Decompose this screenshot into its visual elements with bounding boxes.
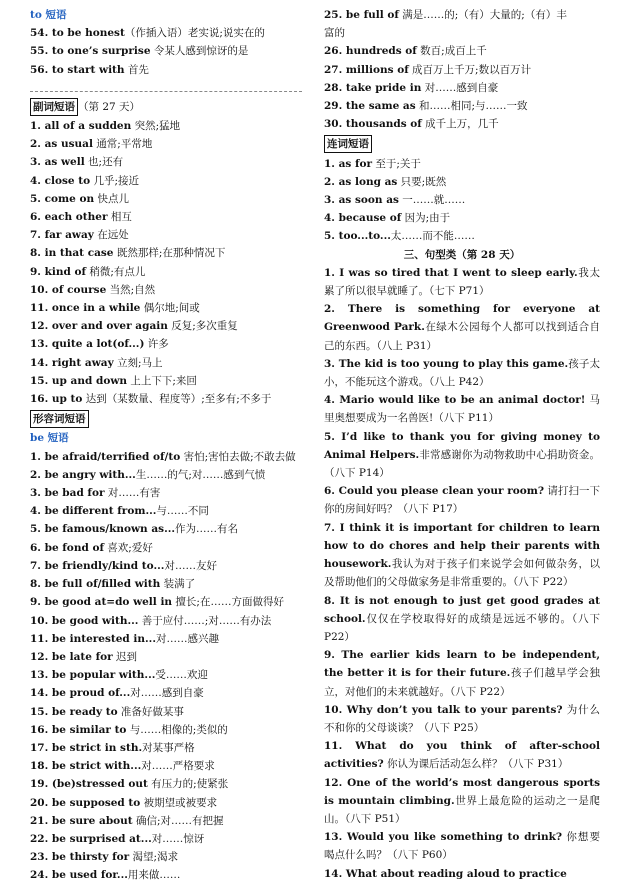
list-item [30, 42, 302, 60]
phrase-english: 10. be good with... [30, 614, 139, 627]
list-item [30, 630, 302, 648]
phrase-chinese: 对……严格要求 [141, 760, 215, 773]
phrase-english: 28. take pride in [324, 81, 422, 94]
list-item [30, 466, 302, 484]
phrase-english: 54. to be honest [30, 27, 125, 40]
list-item [30, 190, 302, 208]
phrase-chinese: 你认为课后活动怎么样？（八下 P31） [383, 758, 569, 771]
list-item [30, 830, 302, 848]
phrase-english: 23. be thirsty for [30, 851, 130, 864]
phrase-english: 16. up to [30, 393, 83, 406]
phrase-english: 13. quite a lot(of...) [30, 338, 145, 351]
phrase-english: 12. One of the world’s most dangerous sports is mountain climbing. [324, 776, 600, 807]
phrase-chinese: 数百;成百上千 [416, 45, 487, 58]
phrase-chinese: 作为……有名 [175, 523, 239, 536]
phrase-english: 22. be surprised at... [30, 832, 152, 845]
list-item [324, 173, 600, 191]
list-item [30, 390, 302, 408]
phrase-english: 9. kind of [30, 265, 87, 278]
phrase-english: 1. as for [324, 157, 373, 170]
phrase-english: 9. be good at=do well in [30, 596, 173, 609]
phrase-english: 15. be ready to [30, 705, 118, 718]
adjective-section-heading [30, 410, 302, 428]
phrase-chinese: 也;还有 [84, 156, 124, 169]
phrase-chinese: 擅长;在……方面做得好 [172, 596, 284, 609]
list-item [324, 828, 600, 864]
phrase-english: 12. over and over again [30, 320, 168, 333]
list-item [30, 61, 302, 79]
phrase-english: 2. There is something for everyone at Greenwood Park. [324, 303, 600, 334]
list-item [30, 612, 302, 630]
adjective-section-title: 形容词短语 [30, 410, 89, 428]
phrase-chinese: 我认为对于孩子们来说学会如何做杂务，以及帮助他们的父母做家务是非常重要的。（八下 P22） [324, 558, 600, 589]
list-item [30, 317, 302, 335]
phrase-english: 6. Could you please clean your room? [324, 485, 545, 498]
phrase-chinese: 对……惊讶 [151, 832, 205, 845]
list-item [324, 6, 600, 24]
list-item [30, 721, 302, 739]
phrase-english: 6. be fond of [30, 541, 104, 554]
phrase-chinese: 在远处 [93, 229, 129, 242]
list-item [324, 355, 600, 391]
phrase-chinese: 当然;自然 [106, 283, 156, 296]
phrase-english: 1. I was so tired that I went to sleep early. [324, 266, 578, 279]
phrase-chinese: 偶尔地;间或 [140, 302, 200, 315]
phrase-chinese: 一……就…… [398, 194, 466, 207]
list-item [30, 244, 302, 262]
phrase-english: 10. Why don’t you talk to your parents? [324, 703, 563, 716]
phrase-english: 10. of course [30, 283, 107, 296]
list-item [30, 520, 302, 538]
conj-phrases-list [324, 155, 600, 246]
phrase-english: 5. I’d like to thank you for giving money to Animal Helpers. [324, 430, 600, 461]
list-item [30, 208, 302, 226]
phrase-english: 1. all of a sudden [30, 120, 132, 133]
to-phrases-label: to 短语 [30, 9, 67, 21]
phrase-chinese: 对……感到自豪 [130, 687, 204, 700]
phrase-english: 21. be sure about [30, 814, 133, 827]
phrase-english: 2. be angry with... [30, 468, 136, 481]
list-item [324, 774, 600, 829]
phrase-chinese: 满是……的;（有）大量的;（有）丰 [398, 9, 567, 21]
phrase-english: 14. be proud of... [30, 687, 131, 700]
phrase-chinese: 首先 [124, 63, 149, 76]
phrase-english: 5. come on [30, 192, 95, 205]
phrase-chinese: 你想要喝点什么吗？（八下 P60） [324, 831, 600, 862]
phrase-english: 4. because of [324, 212, 402, 225]
phrase-english: 18. be strict with... [30, 760, 142, 773]
phrase-english: 19. (be)stressed out [30, 778, 148, 791]
list-item [30, 226, 302, 244]
phrase-chinese: 孩子太小，不能玩这个游戏。（八上 P42） [324, 357, 600, 389]
list-item [30, 593, 302, 611]
phrase-english: 56. to start with [30, 63, 125, 76]
list-item [324, 391, 600, 427]
list-item [30, 24, 302, 42]
list-item [30, 703, 302, 721]
phrase-english: 26. hundreds of [324, 45, 417, 58]
phrase-english: 7. be friendly/kind to... [30, 559, 165, 572]
phrase-english: 8. in that case [30, 247, 114, 260]
list-item [30, 117, 302, 135]
phrase-chinese: 非常感谢你为动物救助中心捐助资金。（八下 P14） [324, 448, 601, 480]
list-item [324, 592, 600, 647]
list-item [30, 335, 302, 353]
list-item [30, 775, 302, 793]
phrase-english: 3. be bad for [30, 487, 105, 500]
phrase-english: 5. too...to... [324, 230, 391, 243]
list-item [324, 300, 600, 355]
list-item [30, 648, 302, 666]
list-item [30, 263, 302, 281]
phrase-english: 3. as well [30, 156, 85, 169]
list-item [324, 42, 600, 60]
phrase-chinese: 害怕;害怕去做;不敢去做 [180, 450, 296, 463]
list-item [30, 794, 302, 812]
list-item [324, 428, 600, 483]
phrase-chinese: 因为;由于 [401, 212, 451, 225]
phrase-chinese: 达到（某数量、程度等）;至多有;不多于 [82, 393, 272, 406]
list-item [30, 153, 302, 171]
phrase-english: 8. be full of/filled with [30, 578, 161, 591]
adverb-section-day: （第 27 天） [78, 100, 141, 113]
phrase-chinese: 我太累了所以很早就睡了。（七下 P71） [324, 266, 600, 298]
right-column [324, 6, 600, 883]
list-item [30, 684, 302, 702]
phrase-chinese: 对某事严格 [142, 741, 195, 754]
phrase-english: 4. Mario would like to be an animal doctor! [324, 394, 586, 407]
phrase-chinese: 许多 [144, 338, 169, 351]
phrase-chinese: 突然;猛地 [131, 120, 181, 133]
phrase-chinese: 在绿木公园每个人都可以找到适合自己的东西。（八上 P31） [324, 321, 601, 352]
phrase-english: 14. right away [30, 356, 114, 369]
list-item [324, 24, 600, 42]
phrase-chinese: 成百万上千万;数以百万计 [408, 63, 532, 76]
phrase-english: 27. millions of [324, 63, 409, 76]
phrase-chinese: 既然那样;在那种情况下 [113, 247, 226, 260]
phrase-chinese: 几乎;接近 [90, 174, 139, 187]
phrase-chinese: 善于应付……;对……有办法 [138, 614, 272, 627]
list-item [324, 865, 600, 883]
list-item [30, 557, 302, 575]
list-item [324, 519, 600, 592]
list-item [324, 79, 600, 97]
phrase-chinese: 令某人感到惊讶的是 [150, 45, 249, 58]
phrase-chinese: （作插入语）老实说;说实在的 [124, 27, 265, 40]
phrase-chinese: 和……相同;与……一致 [415, 100, 528, 113]
list-item [30, 502, 302, 520]
list-item [30, 848, 302, 866]
phrase-chinese: 上上下下;来回 [127, 374, 197, 387]
phrase-english: 8. It is not enough to just get good grades at school. [324, 594, 600, 625]
phrase-chinese: 装满了 [160, 578, 196, 591]
phrase-english: 3. as soon as [324, 194, 399, 207]
phrase-english: 4. close to [30, 174, 91, 187]
list-item [30, 172, 302, 190]
phrase-chinese: 用来做…… [127, 869, 181, 882]
phrase-chinese: 孩子们越早学会独立，对他们的未来就越好。（八下 P22） [324, 667, 601, 698]
phrase-chinese: 为什么不和你的父母谈谈？（八下 P25） [324, 703, 600, 734]
phrase-english: 2. as usual [30, 138, 93, 151]
phrase-chinese: 至于;关于 [372, 157, 421, 170]
list-item [324, 701, 600, 737]
list-item [30, 448, 302, 466]
list-item [30, 739, 302, 757]
phrase-chinese: 富的 [324, 27, 345, 40]
list-item [324, 97, 600, 115]
adverb-section-title: 副词短语 [30, 98, 78, 116]
phrase-english: 11. What do you think of after-school activities? [324, 740, 600, 771]
list-item [324, 115, 600, 133]
list-item [30, 812, 302, 830]
adverb-phrases-list [30, 117, 302, 408]
phrase-chinese: 快点儿 [94, 192, 129, 205]
list-item [30, 575, 302, 593]
phrase-english: 11. be interested in... [30, 632, 156, 645]
phrase-chinese: 确信;对……有把握 [132, 814, 224, 827]
list-item [324, 737, 600, 773]
phrase-chinese: 太……而不能…… [390, 230, 475, 243]
section-divider [30, 91, 302, 92]
list-item [324, 61, 600, 79]
phrase-english: 5. be famous/known as... [30, 523, 176, 536]
list-item [324, 155, 600, 173]
phrase-english: 17. be strict in sth. [30, 741, 143, 754]
list-item [30, 372, 302, 390]
list-item [30, 354, 302, 372]
phrase-chinese: 对……有害 [104, 487, 161, 500]
phrase-chinese: 与……相像的;类似的 [126, 723, 228, 736]
pattern-section-heading: 三、句型类（第 28 天） [403, 248, 521, 261]
phrase-chinese: 与……不同 [156, 505, 209, 518]
list-item [30, 866, 302, 884]
list-item [324, 191, 600, 209]
phrase-english: 30. thousands of [324, 118, 422, 131]
list-item [324, 646, 600, 701]
list-item [30, 135, 302, 153]
phrase-english: 55. to one’s surprise [30, 45, 151, 58]
phrase-chinese: 立刻;马上 [113, 356, 163, 369]
phrase-chinese: 反复;多次重复 [167, 320, 238, 333]
phrase-english: 14. What about reading aloud to practice [324, 867, 567, 880]
phrase-chinese: 被期望或被要求 [140, 796, 218, 809]
phrase-chinese: 对……感到自豪 [421, 81, 499, 94]
phrase-english: 7. far away [30, 229, 94, 242]
phrase-english: 15. up and down [30, 374, 128, 387]
phrase-chinese: 对……友好 [164, 559, 217, 572]
phrase-english: 4. be different from... [30, 505, 157, 518]
list-item [30, 539, 302, 557]
phrase-chinese: 生……的气;对……感到气愤 [135, 468, 266, 481]
phrase-chinese: 喜欢;爱好 [103, 541, 153, 554]
list-item [324, 209, 600, 227]
phrase-chinese: 渴望;渴求 [129, 851, 179, 864]
phrase-chinese: 马里奥想要成为一名兽医!（八下 P11） [324, 394, 600, 425]
list-item [30, 757, 302, 775]
conj-section-title: 连词短语 [324, 135, 372, 153]
be-phrases-label: be 短语 [30, 432, 69, 445]
phrase-english: 20. be supposed to [30, 796, 141, 809]
to-phrases-list [30, 24, 302, 79]
list-item [30, 299, 302, 317]
phrase-chinese: 通常;平常地 [92, 138, 153, 151]
phrase-english: 12. be late for [30, 650, 113, 663]
conj-section-heading [324, 135, 600, 153]
phrase-chinese: 请打扫一下你的房间好吗？（八下 P17） [324, 485, 600, 516]
left-column [30, 6, 302, 885]
phrase-chinese: 相互 [107, 211, 132, 224]
list-item [324, 264, 600, 300]
phrase-chinese: 世界上最危险的运动之一是爬山。（八下 P51） [324, 794, 601, 825]
list-item [324, 227, 600, 245]
list-item [30, 281, 302, 299]
phrase-chinese: 有压力的;使紧张 [147, 778, 229, 791]
phrase-english: 6. each other [30, 211, 108, 224]
be-phrases-list [30, 448, 302, 885]
phrase-english: 2. as long as [324, 175, 398, 188]
phrase-english: 7. I think it is important for children to learn how to do chores and help their parents with housework. [324, 521, 600, 571]
phrase-english: 13. Would you like something to drink? [324, 831, 562, 844]
phrase-english: 1. be afraid/terrified of/to [30, 450, 181, 463]
phrase-chinese: 只要;既然 [397, 175, 447, 188]
phrase-english: 13. be popular with... [30, 669, 156, 682]
adverb-section-heading [30, 98, 302, 116]
phrase-chinese: 仅仅在学校取得好的成绩是远远不够的。（八下 P22） [324, 612, 600, 643]
phrase-chinese: 稍微;有点儿 [86, 265, 146, 278]
phrase-chinese: 迟到 [112, 650, 137, 663]
phrase-english: 24. be used for... [30, 869, 128, 882]
phrase-english: 25. be full of [324, 9, 399, 21]
adjective-phrases-list-cont [324, 6, 600, 133]
phrase-english: 29. the same as [324, 100, 416, 113]
phrase-chinese: 成千上万，几千 [421, 118, 499, 131]
phrase-english: 11. once in a while [30, 302, 141, 315]
phrase-english: 9. The earlier kids learn to be independent, the better it is for their future. [324, 649, 600, 680]
phrase-english: 16. be similar to [30, 723, 127, 736]
list-item [30, 484, 302, 502]
phrase-chinese: 受……欢迎 [155, 669, 208, 682]
list-item [30, 666, 302, 684]
phrase-chinese: 准备好做某事 [117, 705, 184, 718]
phrase-chinese: 对……感兴趣 [156, 632, 219, 645]
list-item [324, 482, 600, 518]
phrase-english: 3. The kid is too young to play this game. [324, 357, 569, 370]
sentence-list [324, 264, 600, 883]
